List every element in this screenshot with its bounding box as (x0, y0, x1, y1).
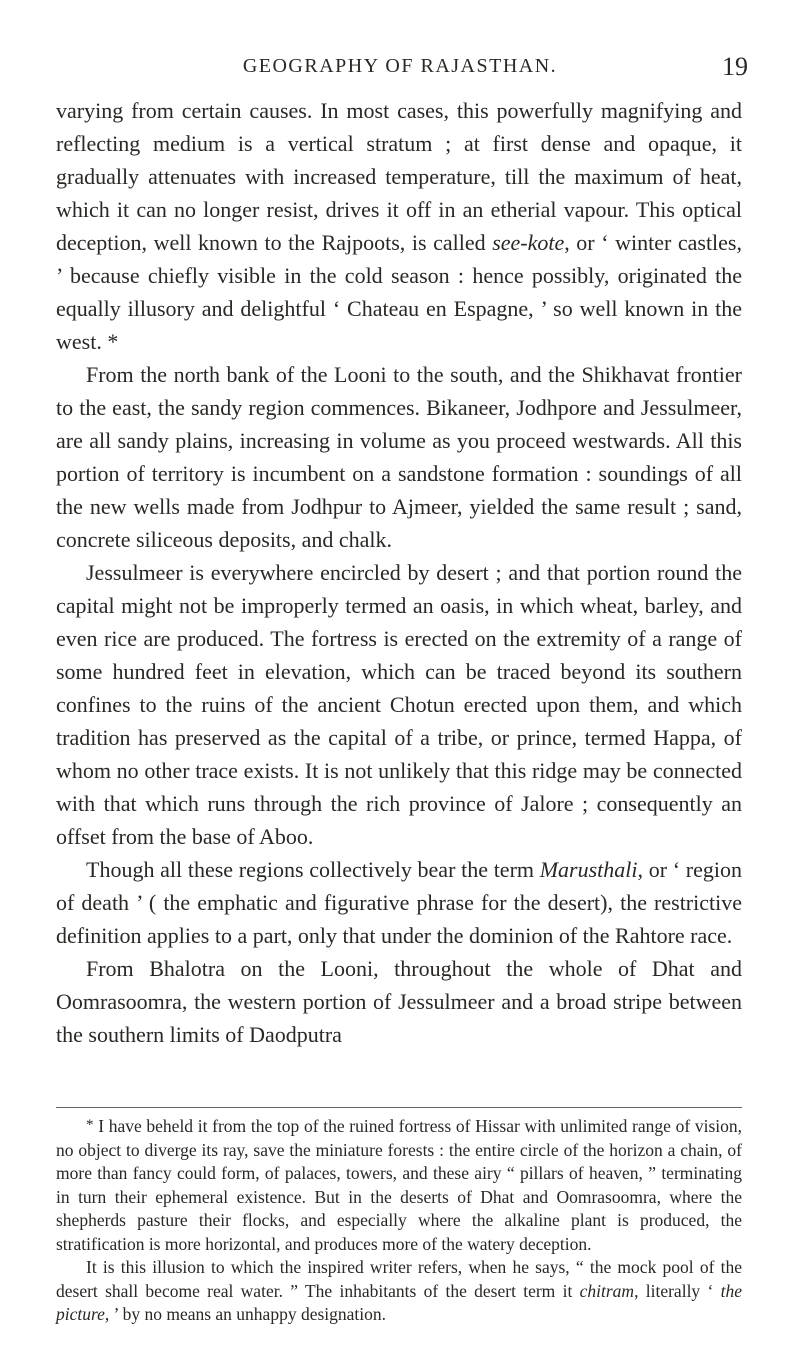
footnote-divider (56, 1107, 742, 1108)
footnote (56, 1114, 742, 1327)
italic-term: the picture (56, 1280, 742, 1324)
paragraph: From the north bank of the Looni to the south, and the Shikhavat frontier to the east, the sandy region commences. Bikaneer, Jodhpore and Jessulmeer, are all sandy plains, increasing in volume as you proceed westwards. All this portion of territory is incumbent on a sandstone formation : soundings of all the new wells made from Jodhpur to Ajmeer, yielded the same result ; sand, concrete siliceous deposits, and chalk. (56, 362, 742, 552)
paragraph: Though all these regions collectively bear the term Marusthali, or ‘ region of death ’ ( the emphatic and figurative phrase for the desert), the restrictive definition applies to a part, only that under the dominion of the Rahtore race. (56, 857, 742, 948)
italic-term: Marusthali (539, 857, 638, 882)
italic-term: chitram (579, 1280, 635, 1301)
italic-term: see-kote (492, 230, 565, 255)
footnote-paragraph: It is this illusion to which the inspired writer refers, when he says, “ the mock pool of the desert shall become real water. ” The inhabitants of the desert term it chitram, literally ‘ the picture, ’ by no means an unhappy designation. (56, 1257, 742, 1324)
main-text (56, 94, 742, 1051)
footnote-marker: * (86, 1117, 94, 1133)
page-number: 19 (722, 52, 748, 81)
paragraph: Jessulmeer is everywhere encircled by desert ; and that portion round the capital might not be improperly termed an oasis, in which wheat, barley, and even rice are produced. The fortress is erected on the extremity of a range of some hundred feet in elevation, which can be traced beyond its southern confines to the ruins of the ancient Chotun erected upon them, and which tradition has preserved as the capital of a tribe, or prince, termed Happa, of whom no other trace exists. It is not unlikely that this ridge may be connected with that which runs through the rich province of Jalore ; consequently an offset from the base of Aboo. (56, 560, 742, 849)
footnote-paragraph: * I have beheld it from the top of the ruined fortress of Hissar with unlimited range of vision, no object to diverge its ray, save the miniature forests : the entire circle of the horizon a chain, of more than fancy could form, of palaces, towers, and these airy “ pillars of heaven, ” terminating in turn their ephemeral existence. But in the deserts of Dhat and Oomrasoomra, where the shepherds pasture their flocks, and especially where the alkaline plant is produced, the stratification is more horizontal, and produces more of the watery deception. (56, 1116, 742, 1254)
paragraph: From Bhalotra on the Looni, throughout the whole of Dhat and Oomrasoomra, the western portion of Jessulmeer and a broad stripe between the southern limits of Daodputra (56, 956, 742, 1047)
paragraph: varying from certain causes. In most cases, this powerfully magnifying and reflecting medium is a vertical stratum ; at first dense and opaque, it gradually attenuates with increased temperature, till the maximum of heat, which it can no longer resist, drives it off in an etherial vapour. This optical deception, well known to the Rajpoots, is called see-kote, or ‘ winter castles, ’ because chiefly visible in the cold season : hence possibly, originated the equally illusory and delightful ‘ Chateau en Espagne, ’ so well known in the west. * (56, 98, 742, 354)
running-header: GEOGRAPHY OF RAJASTHAN. (242, 55, 558, 77)
